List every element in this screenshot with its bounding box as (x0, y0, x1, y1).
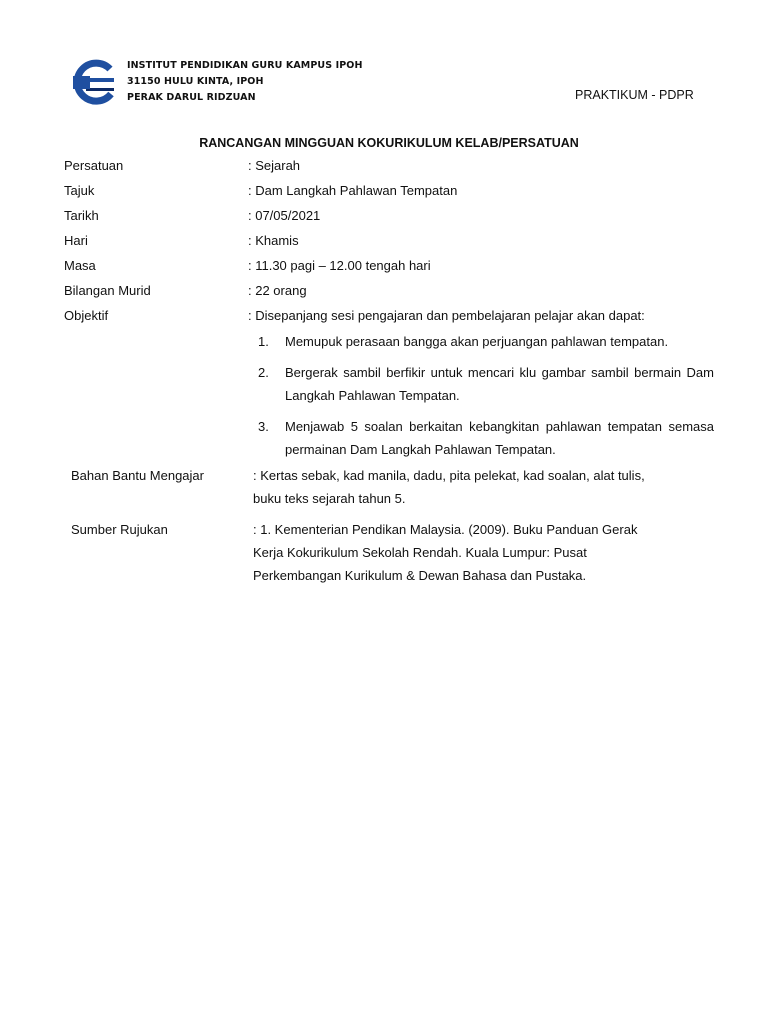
sumber-line: : 1. Kementerian Pendikan Malaysia. (2009). Buku Panduan Gerak (253, 522, 638, 537)
bahan-label: Bahan Bantu Mengajar (71, 468, 204, 483)
sumber-line: Kerja Kokurikulum Sekolah Rendah. Kuala Lumpur: Pusat (253, 545, 587, 560)
field-value: : Khamis (248, 233, 299, 248)
bahan-value (253, 464, 645, 510)
field-value: : Disepanjang sesi pengajaran dan pembelajaran pelajar akan dapat: (248, 308, 645, 323)
field-label: Hari (64, 233, 88, 248)
list-item (258, 361, 714, 407)
field-value: : 11.30 pagi – 12.00 tengah hari (248, 258, 431, 273)
institute-name: INSTITUT PENDIDIKAN GURU KAMPUS IPOH (127, 60, 363, 71)
list-number: 3. (258, 419, 269, 434)
program-label: PRAKTIKUM - PDPR (575, 88, 694, 102)
list-number: 1. (258, 334, 269, 349)
field-value: : Sejarah (248, 158, 301, 173)
field-label: Persatuan (64, 158, 124, 173)
institute-postcode: 31150 HULU KINTA, IPOH (127, 76, 264, 87)
ipg-logo (70, 58, 118, 106)
list-item (258, 415, 714, 461)
bahan-line: : Kertas sebak, kad manila, dadu, pita pelekat, kad soalan, alat tulis, (253, 468, 645, 483)
sumber-label: Sumber Rujukan (71, 522, 168, 537)
list-text: Menjawab 5 soalan berkaitan kebangkitan pahlawan tempatan semasa permainan Dam Langkah Pahlawan Tempatan. (285, 419, 714, 457)
sumber-value (253, 518, 637, 587)
list-item (258, 330, 714, 353)
field-label: Tarikh (64, 208, 99, 223)
institute-state: PERAK DARUL RIDZUAN (127, 92, 256, 103)
field-value: : Dam Langkah Pahlawan Tempatan (248, 183, 458, 198)
field-label: Masa (64, 258, 96, 273)
list-text: Memupuk perasaan bangga akan perjuangan pahlawan tempatan. (285, 334, 669, 349)
field-label: Objektif (64, 308, 109, 323)
bahan-line: buku teks sejarah tahun 5. (253, 491, 406, 506)
field-label: Bilangan Murid (64, 283, 151, 298)
list-text: Bergerak sambil berfikir untuk mencari klu gambar sambil bermain Dam Langkah Pahlawan Tempatan. (285, 365, 714, 403)
field-value: : 07/05/2021 (248, 208, 321, 223)
field-value: : 22 orang (248, 283, 307, 298)
sumber-line: Perkembangan Kurikulum & Dewan Bahasa dan Pustaka. (253, 568, 587, 583)
list-number: 2. (258, 365, 269, 380)
institute-address (127, 58, 363, 106)
document-title: RANCANGAN MINGGUAN KOKURIKULUM KELAB/PERSATUAN (199, 136, 579, 150)
field-label: Tajuk (64, 183, 95, 198)
objective-list (258, 330, 714, 469)
